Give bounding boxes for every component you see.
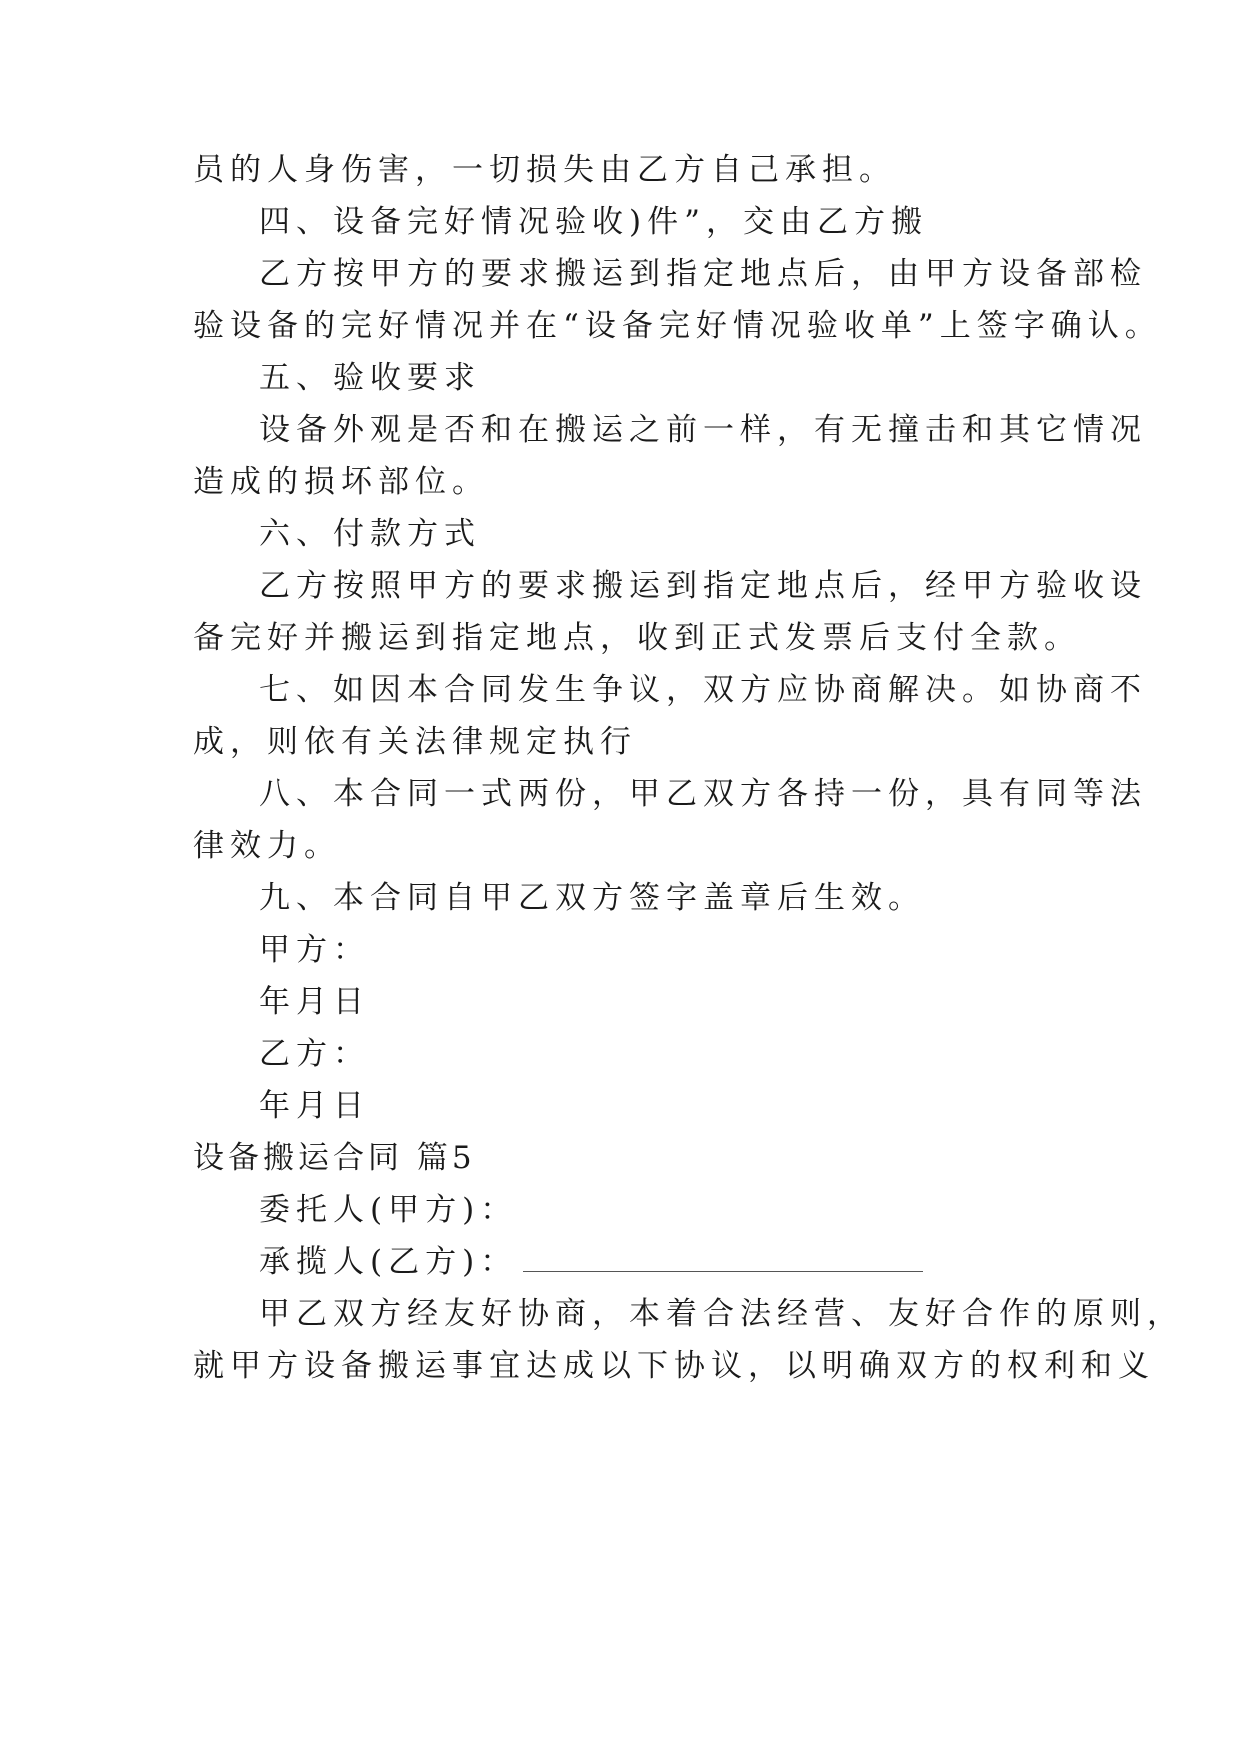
clause-7: 七、如因本合同发生争议，双方应协商解决。如协商不 bbox=[259, 672, 1147, 708]
contractor-party-row bbox=[259, 1242, 1053, 1282]
party-a-signature-label: 甲方： bbox=[259, 932, 370, 968]
paragraph-line: 甲乙双方经友好协商，本着合法经营、友好合作的原则， bbox=[259, 1296, 1184, 1332]
client-party-label: 委托人(甲方)： bbox=[259, 1192, 518, 1228]
paragraph-line: 乙方按甲方的要求搬运到指定地点后，由甲方设备部检 bbox=[259, 256, 1147, 292]
paragraph-line: 员的人身伤害，一切损失由乙方自己承担。 bbox=[193, 152, 896, 188]
party-a-date-label: 年月日 bbox=[259, 984, 370, 1020]
paragraph-line: 成，则依有关法律规定执行 bbox=[193, 724, 637, 760]
section-heading-6: 六、付款方式 bbox=[259, 516, 481, 552]
paragraph-line: 造成的损坏部位。 bbox=[193, 464, 489, 500]
section-heading-4: 四、设备完好情况验收)件”，交由乙方搬 bbox=[259, 204, 928, 240]
paragraph-line: 验设备的完好情况并在“设备完好情况验收单”上签字确认。 bbox=[193, 308, 1162, 344]
paragraph-line: 备完好并搬运到指定地点，收到正式发票后支付全款。 bbox=[193, 620, 1081, 656]
paragraph-line: 乙方按照甲方的要求搬运到指定地点后，经甲方验收设 bbox=[259, 568, 1147, 604]
clause-9: 九、本合同自甲乙双方签字盖章后生效。 bbox=[259, 880, 925, 916]
section-heading-5: 五、验收要求 bbox=[259, 360, 481, 396]
contract-title: 设备搬运合同 篇5 bbox=[193, 1140, 476, 1176]
party-b-date-label: 年月日 bbox=[259, 1088, 370, 1124]
clause-8: 八、本合同一式两份，甲乙双方各持一份，具有同等法 bbox=[259, 776, 1147, 812]
party-b-signature-label: 乙方： bbox=[259, 1036, 370, 1072]
paragraph-line: 就甲方设备搬运事宜达成以下协议，以明确双方的权利和义 bbox=[193, 1348, 1155, 1384]
paragraph-line: 设备外观是否和在搬运之前一样，有无撞击和其它情况 bbox=[259, 412, 1147, 448]
paragraph-line: 律效力。 bbox=[193, 828, 341, 864]
contractor-name-blank bbox=[523, 1247, 923, 1272]
contractor-party-label: 承揽人(乙方)： bbox=[259, 1244, 518, 1280]
